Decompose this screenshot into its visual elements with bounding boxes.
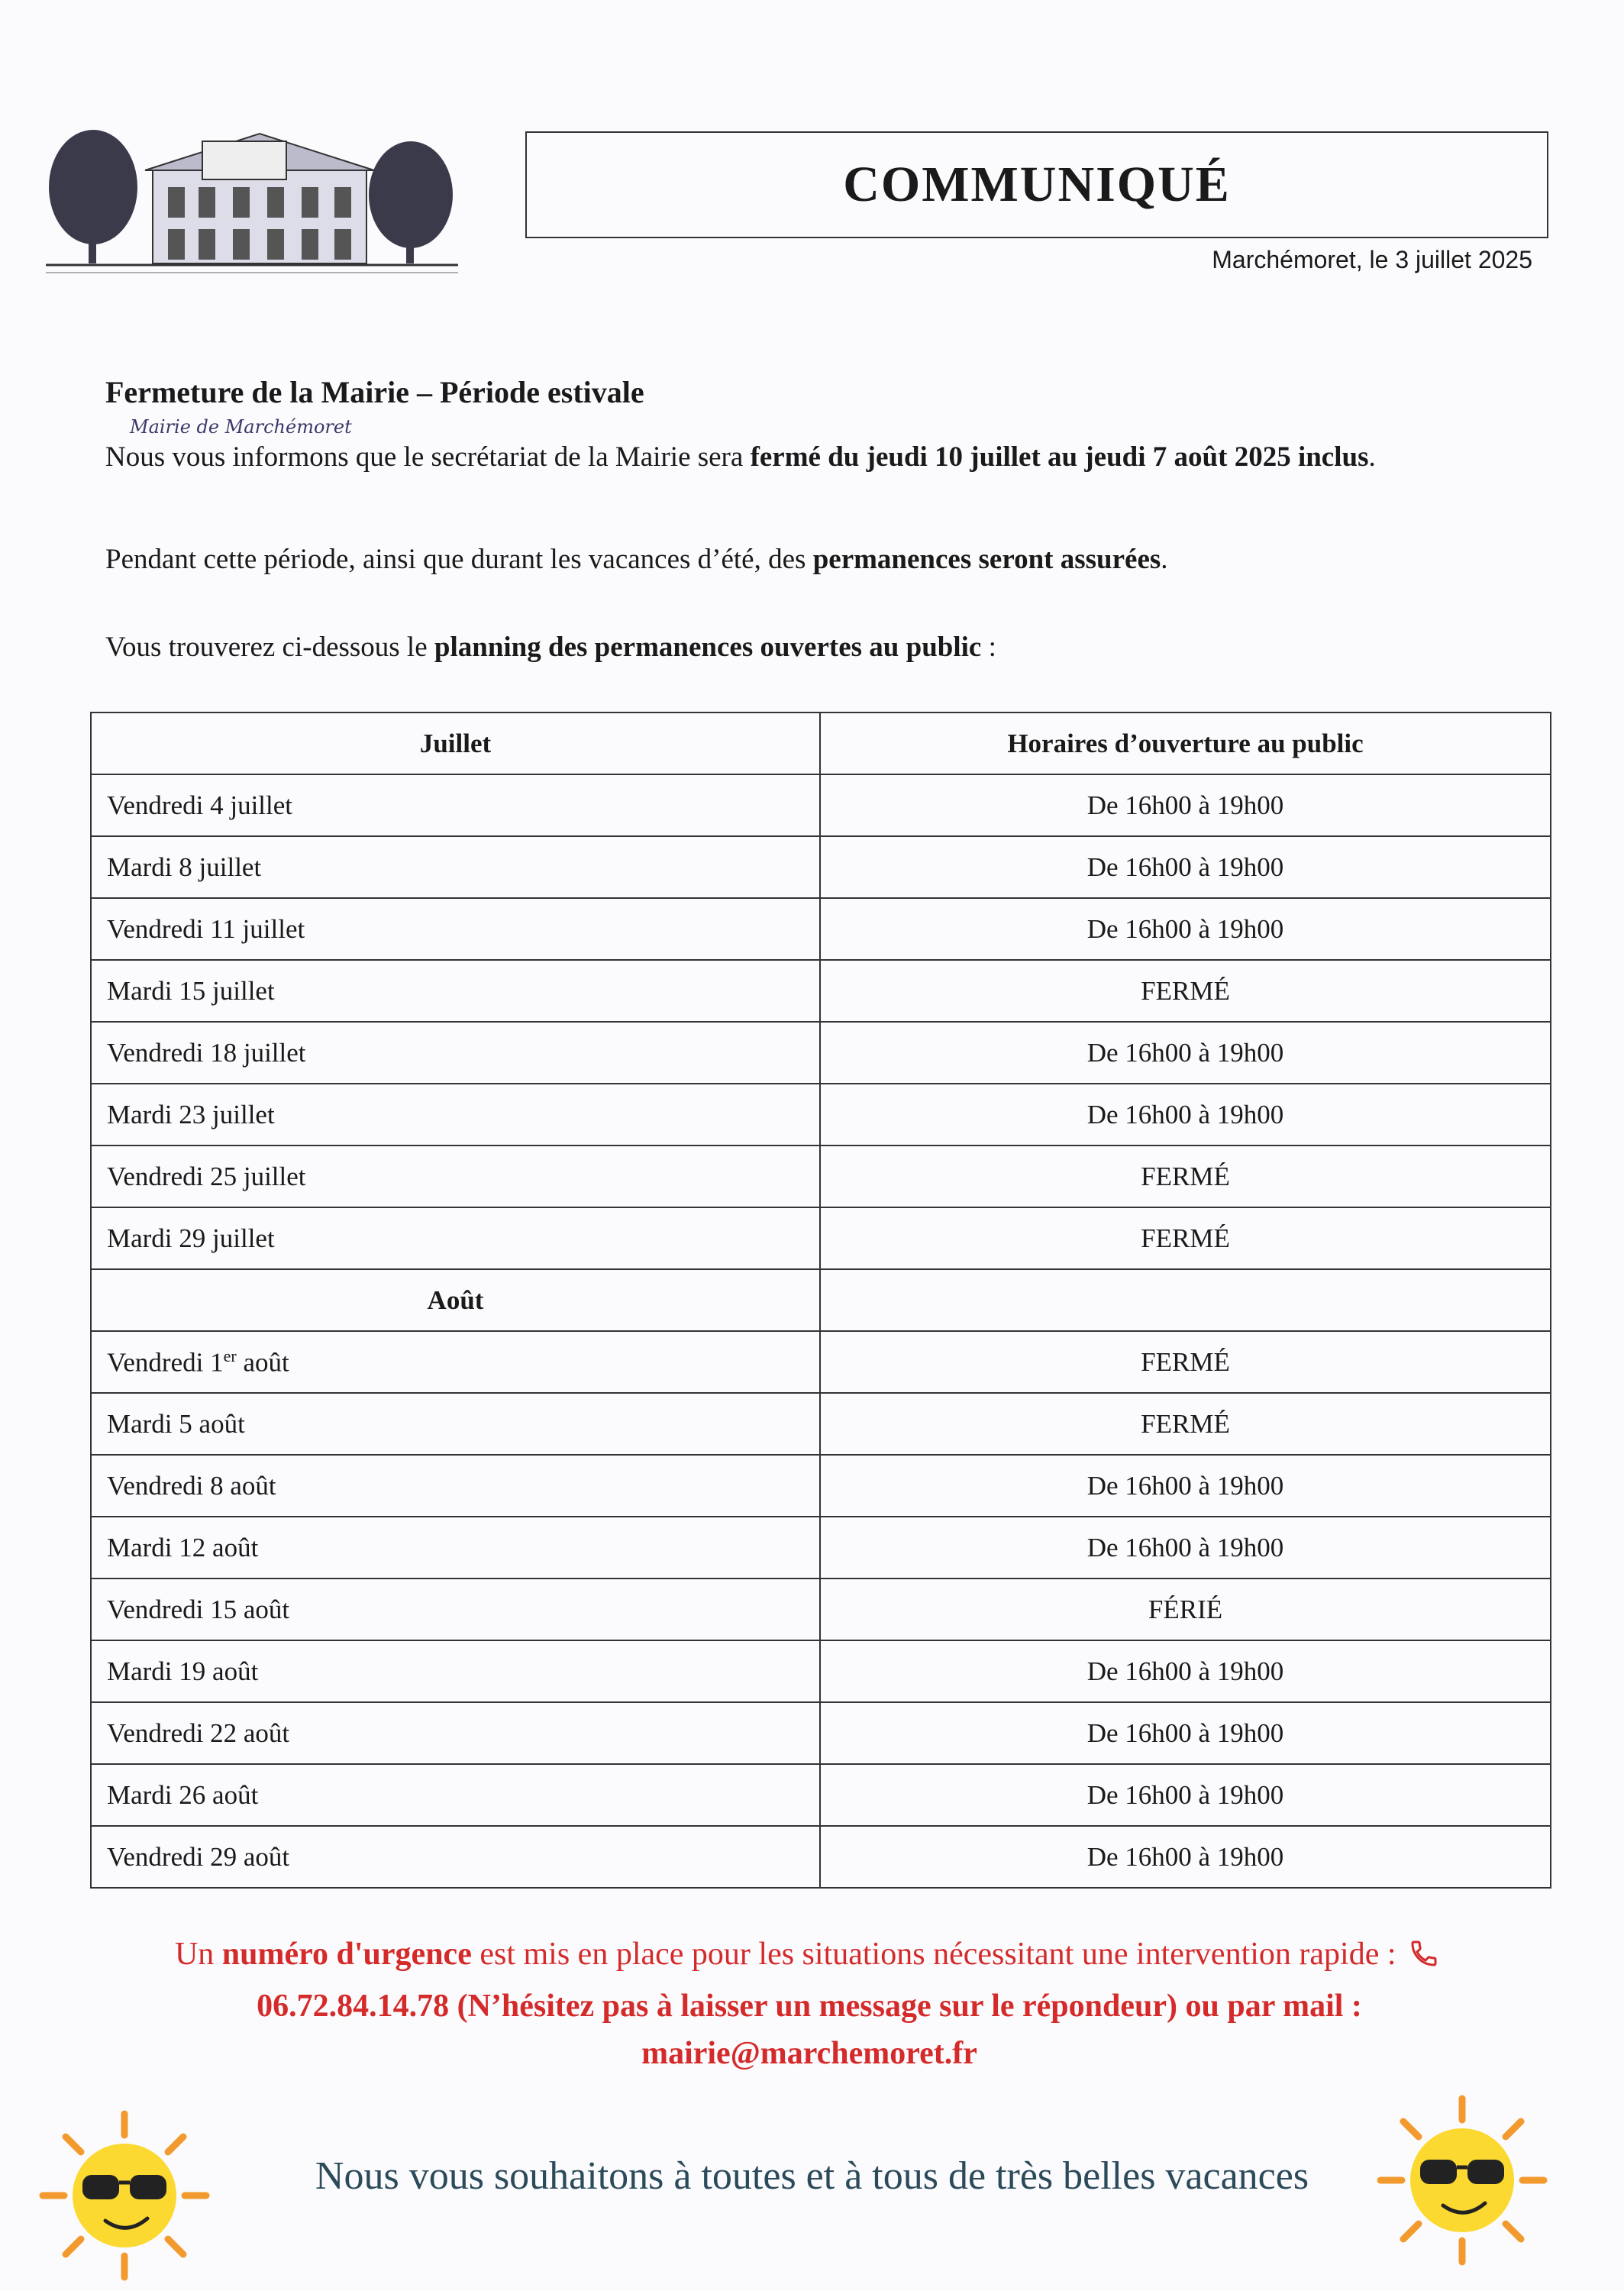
hours-cell: FÉRIÉ [820, 1578, 1551, 1640]
day-cell: Vendredi 18 juillet [91, 1022, 820, 1084]
hours-cell: De 16h00 à 19h00 [820, 1702, 1551, 1764]
paragraph-text: . [1368, 441, 1376, 473]
sun-with-sunglasses-icon [1374, 2092, 1550, 2268]
table-header-row [91, 713, 1551, 774]
table-row [91, 774, 1551, 836]
table-row [91, 1764, 1551, 1826]
day-cell: Mardi 15 juillet [91, 960, 820, 1022]
day-cell: Mardi 26 août [91, 1764, 820, 1826]
day-cell: Mardi 29 juillet [91, 1207, 820, 1269]
month-label: Août [91, 1269, 820, 1331]
column-header-hours: Horaires d’ouverture au public [820, 713, 1551, 774]
table-row [91, 960, 1551, 1022]
table-row [91, 1393, 1551, 1455]
table-row [91, 1022, 1551, 1084]
paragraph-text: Vous trouverez ci-dessous le [105, 632, 434, 663]
day-cell: Mardi 8 juillet [91, 836, 820, 898]
empty-cell [820, 1269, 1551, 1331]
day-cell: Mardi 19 août [91, 1640, 820, 1702]
section-heading: Fermeture de la Mairie – Période estivale [105, 375, 644, 409]
table-row [91, 1331, 1551, 1393]
table-row [91, 1702, 1551, 1764]
closure-dates: fermé du jeudi 10 juillet au jeudi 7 août 2025 inclus [750, 441, 1369, 473]
logo-caption: Mairie de Marchémoret [130, 416, 352, 438]
page-title: COMMUNIQUÉ [843, 157, 1231, 212]
notice-text: Un [174, 1937, 222, 1972]
hours-cell: De 16h00 à 19h00 [820, 836, 1551, 898]
hours-cell: FERMÉ [820, 1331, 1551, 1393]
hours-cell: FERMÉ [820, 1393, 1551, 1455]
phone-icon [1409, 1935, 1439, 1982]
hours-cell: FERMÉ [820, 1207, 1551, 1269]
paragraph-text: Pendant cette période, ainsi que durant les vacances d’été, des [105, 544, 813, 575]
day-cell [91, 1331, 820, 1393]
column-header-month: Juillet [91, 713, 820, 774]
hours-cell: De 16h00 à 19h00 [820, 1640, 1551, 1702]
hours-cell: De 16h00 à 19h00 [820, 1826, 1551, 1888]
closing-message: Nous vous souhaitons à toutes et à tous de très belles vacances [315, 2154, 1309, 2198]
hours-cell: FERMÉ [820, 960, 1551, 1022]
table-row [91, 1207, 1551, 1269]
hours-cell: FERMÉ [820, 1146, 1551, 1207]
paragraph-permanences [105, 541, 1518, 579]
day-cell: Vendredi 8 août [91, 1455, 820, 1517]
urgent-number-label: numéro d'urgence [221, 1937, 472, 1972]
date-line: Marchémoret, le 3 juillet 2025 [1212, 246, 1532, 273]
urgent-contact-notice [92, 1931, 1527, 2077]
day-text: août [236, 1347, 289, 1378]
table-row [91, 1084, 1551, 1146]
table-row [91, 1578, 1551, 1640]
paragraph-text: Nous vous informons que le secrétariat de la Mairie sera [105, 441, 751, 473]
month-row-august [91, 1269, 1551, 1331]
day-cell: Mardi 12 août [91, 1517, 820, 1578]
permanences-emphasis: permanences seront assurées [812, 544, 1161, 575]
town-hall-drawing-icon [46, 126, 458, 321]
notice-text: est mis en place pour les situations nécessitant une intervention rapide : [471, 1937, 1405, 1972]
table-row [91, 1455, 1551, 1517]
paragraph-text: . [1161, 544, 1168, 575]
paragraph-text: : [981, 632, 996, 663]
ordinal-suffix: er [223, 1346, 237, 1365]
hours-cell: De 16h00 à 19h00 [820, 1455, 1551, 1517]
table-row [91, 1517, 1551, 1578]
day-cell: Vendredi 22 août [91, 1702, 820, 1764]
day-cell: Mardi 5 août [91, 1393, 820, 1455]
schedule-table [90, 712, 1551, 1889]
table-row [91, 1146, 1551, 1207]
hours-cell: De 16h00 à 19h00 [820, 1764, 1551, 1826]
contact-details: 06.72.84.14.78 (N’hésitez pas à laisser un message sur le répondeur) ou par mail : mairie@marchemoret.fr [257, 1989, 1362, 2071]
day-cell: Vendredi 29 août [91, 1826, 820, 1888]
day-cell: Mardi 23 juillet [91, 1084, 820, 1146]
paragraph-planning [105, 628, 1518, 667]
day-cell: Vendredi 4 juillet [91, 774, 820, 836]
day-cell: Vendredi 11 juillet [91, 898, 820, 960]
table-row [91, 836, 1551, 898]
table-row [91, 1826, 1551, 1888]
hours-cell: De 16h00 à 19h00 [820, 1517, 1551, 1578]
table-row [91, 898, 1551, 960]
hours-cell: De 16h00 à 19h00 [820, 774, 1551, 836]
day-cell: Vendredi 15 août [91, 1578, 820, 1640]
hours-cell: De 16h00 à 19h00 [820, 1022, 1551, 1084]
hours-cell: De 16h00 à 19h00 [820, 898, 1551, 960]
hours-cell: De 16h00 à 19h00 [820, 1084, 1551, 1146]
day-text: Vendredi 1 [107, 1347, 224, 1378]
title-box [525, 131, 1548, 238]
planning-emphasis: planning des permanences ouvertes au public [434, 632, 982, 663]
table-row [91, 1640, 1551, 1702]
day-cell: Vendredi 25 juillet [91, 1146, 820, 1207]
paragraph-closure [105, 438, 1518, 477]
